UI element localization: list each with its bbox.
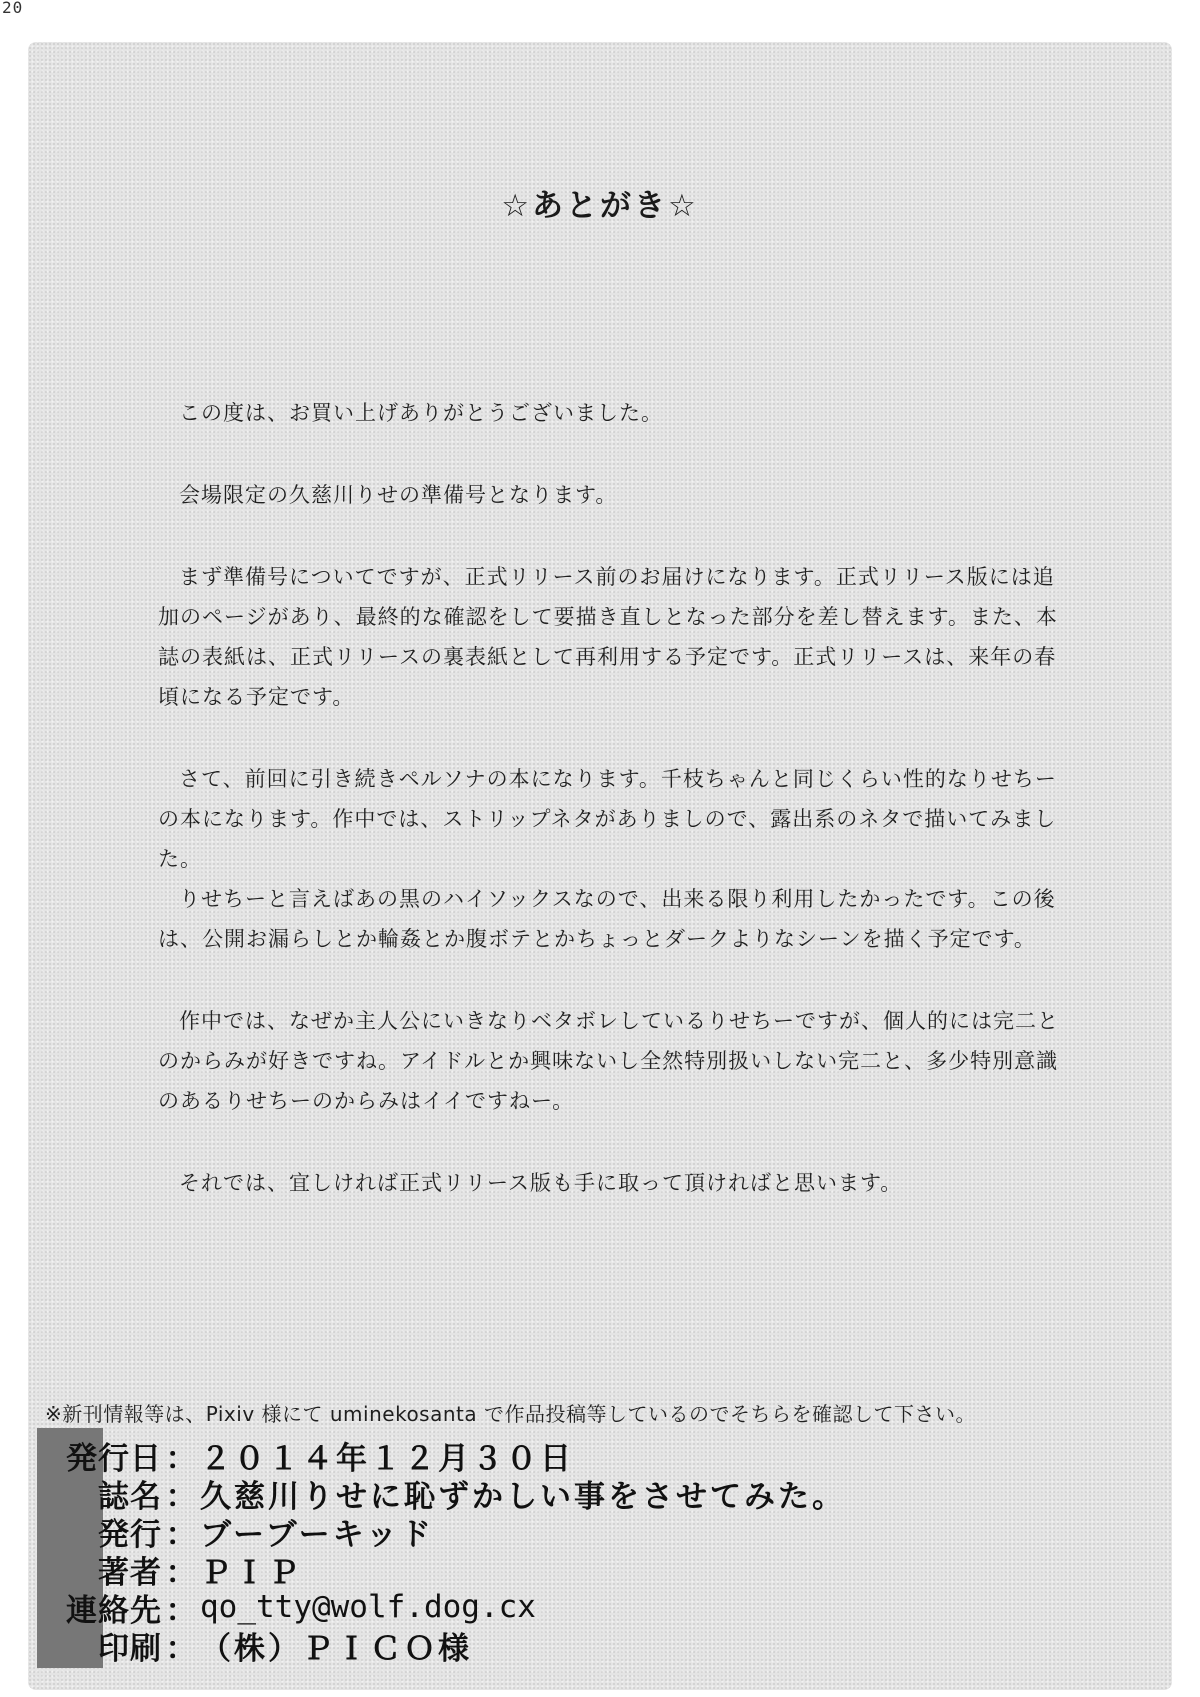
colophon-value: ブーブーキッド [200,1516,434,1553]
colophon [50,1436,950,1667]
colophon-label: 著者 [98,1554,162,1591]
paragraph-persona-book: さて、前回に引き続きペルソナの本になります。千枝ちゃんと同じくらい性的なりせちーの本になります。作中では、ストリップネタがありましので、露出系のネタで描いてみました。 [158,767,1057,871]
paragraph-high-socks: りせちーと言えばあの黒のハイソックスなので、出来る限り利用したかったです。この後は、公開お漏らしとか輪姦とか腹ボテとかちょっとダークよりなシーンを描く予定です。 [158,887,1056,951]
colophon-separator: ： [165,1440,197,1477]
page-title: ☆あとがき☆ [501,188,699,224]
colophon-row-title [50,1474,950,1515]
colophon-label: 誌名 [98,1478,162,1515]
colophon-label: 発行 [98,1516,162,1553]
colophon-label: 発行日 [66,1440,162,1477]
colophon-label: 連絡先 [66,1592,162,1629]
paragraph-thanks: この度は、お買い上げありがとうございました。 [179,401,663,425]
colophon-separator: ： [165,1554,197,1591]
afterword-body [158,393,1068,1203]
colophon-row-contact [50,1588,950,1629]
colophon-label: 印刷 [98,1630,162,1667]
paragraph-closing: それでは、宜しければ正式リリース版も手に取って頂ければと思います。 [179,1171,903,1195]
colophon-value: ２０１４年１２月３０日 [200,1440,574,1477]
colophon-value: ＰＩＰ [200,1554,302,1591]
colophon-row-printer [50,1626,950,1667]
colophon-value: （株）ＰＩＣＯ様 [200,1630,472,1667]
paragraph-preview-edition: まず準備号についてですが、正式リリース前のお届けになります。正式リリース版には追加のページがあり、最終的な確認をして要描き直しとなった部分を差し替えます。また、本誌の表紙は、正式リリースの裏表紙として再利用する予定です。正式リリースは、来年の春頃になる予定です。 [158,565,1058,709]
contact-email: qo_tty@wolf.dog.cx [200,1589,536,1625]
colophon-row-author [50,1550,950,1591]
colophon-row-issue-date [50,1436,950,1477]
paragraph-venue-limited: 会場限定の久慈川りせの準備号となります。 [179,483,618,507]
colophon-row-publisher [50,1512,950,1553]
colophon-separator: ： [165,1630,197,1667]
colophon-separator: ： [165,1478,197,1515]
new-release-notice: ※新刊情報等は、Pixiv 様にて uminekosanta で作品投稿等しているのでそちらを確認して下さい。 [45,1402,976,1426]
colophon-separator: ： [165,1592,197,1629]
colophon-separator: ： [165,1516,197,1553]
paragraph-kanji: 作中では、なぜか主人公にいきなりベタボレしているりせちーですが、個人的には完二とのからみが好きですね。アイドルとか興味ないし全然特別扱いしない完二と、多少特別意識のあるりせちーのからみはイイですねー。 [158,1009,1059,1113]
page-number: 20 [2,0,24,17]
colophon-value: 久慈川りせに恥ずかしい事をさせてみた。 [200,1478,846,1515]
